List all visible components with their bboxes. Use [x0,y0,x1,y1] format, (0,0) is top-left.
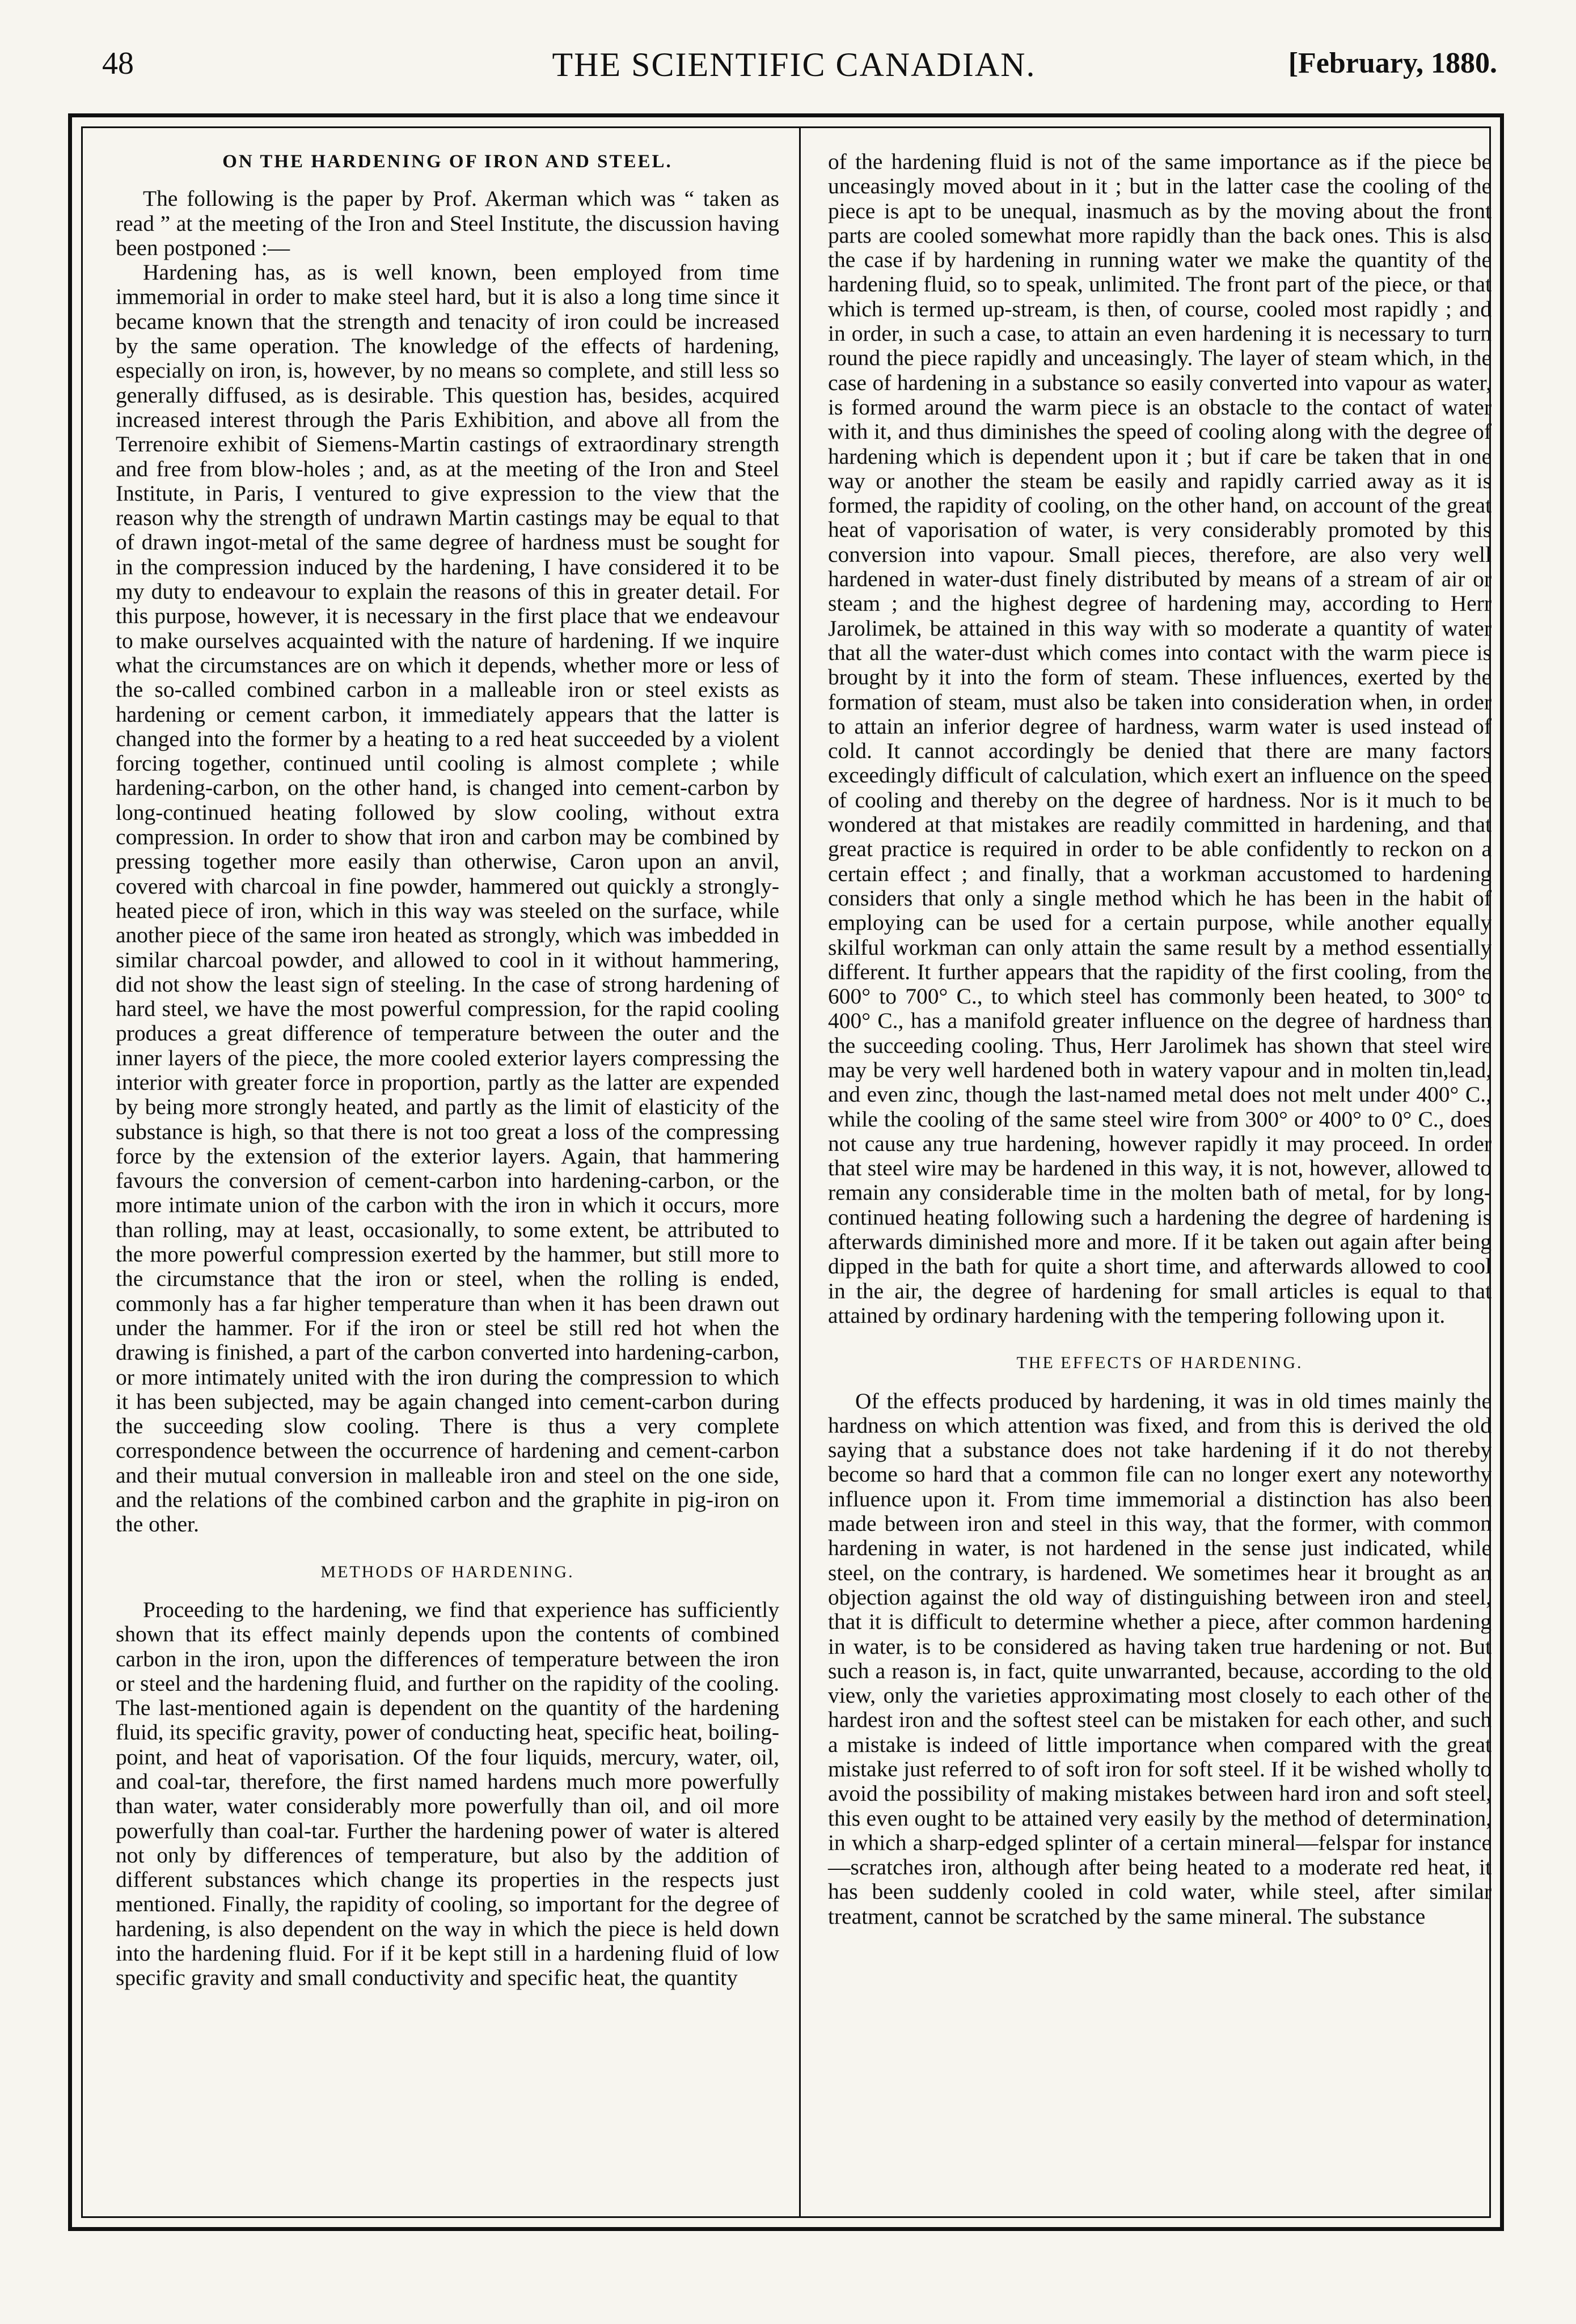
effects-paragraph: Of the effects produced by hardening, it was in old times mainly the hardness on which attention was fixed, and from this is derived the old saying that a substance does not take hardening if it do not thereby become so hard that a common file can no longer exert any noteworthy influence upon it. From time immemorial a distinction has also been made between iron and steel in this way, that the former, with common hardening in water, is not hardened in the sense just indicated, while steel, on the contrary, is hardened. We sometimes hear it brought as an objection against the old way of distinguishing between iron and steel, that it is difficult to determine whether a piece, after common hardening in water, is to be considered as having taken true hardening or not. But such a reason is, in fact, quite unwarranted, because, according to the old view, only the varieties approximating most closely to each other of the hardest iron and the softest steel can be mistaken for each other, and such a mistake is indeed of little importance when compared with the great mistake just referred to of soft iron for soft steel. If it be wished wholly to avoid the possibility of making mistakes between hard iron and soft steel, this even ought to be attained very easily by the method of determination, in which a sharp-edged splinter of a certain mineral—felspar for instance—scratches iron, although after being heated to a moderate red heat, it has been suddenly cooled in cold water, while steel, after similar treatment, cannot be scratched by the same mineral. The substance [828,1388,1492,1929]
publication-title: THE SCIENTIFIC CANADIAN. [552,46,1036,83]
page-number: 48 [102,46,134,81]
column-divider [799,128,801,2216]
issue-date: [February, 1880. [1288,47,1497,79]
left-paragraph: Hardening has, as is well known, been employed from time immemorial in order to make steel hard, but it is also a long time since it became known that the strength and tenacity of iron could be increased by the same operation. The knowledge of the effects of hardening, especially on iron, is, however, by no means so complete, and still less so generally diffused, as is desirable. This question has, besides, acquired increased interest through the Paris Exhibition, and above all from the Terrenoire exhibit of Siemens-Martin castings of extraordinary strength and free from blow-holes ; and, as at the meeting of the Iron and Steel Institute, in Paris, I ventured to give expression to the view that the reason why the strength of undrawn Martin castings may be equal to that of drawn ingot-metal of the same degree of hardness must be sought for in the compression induced by the hardening, I have considered it to be my duty to endeavour to explain the reasons of this in greater detail. For this purpose, however, it is necessary in the first place that we endeavour to make ourselves acquainted with the nature of hardening. If we inquire what the circumstances are on which it depends, whether more or less of the so-called combined carbon in a malleable iron or steel exists as hardening or cement carbon, it immediately appears that the latter is changed into the former by a heating to a red heat succeeded by a violent forcing together, continued until cooling is almost complete ; while hardening-carbon, on the other hand, is changed into cement-carbon by long-continued heating followed by slow cooling, without extra compression. In order to show that iron and carbon may be combined by pressing together more easily than otherwise, Caron upon an anvil, covered with charcoal in fine powder, hammered out quickly a strongly-heated piece of iron, which in this way was steeled on the surface, while another piece of the same iron heated as strongly, which was imbedded in similar charcoal powder, and allowed to cool in it without hammering, did not show the least sign of steeling. In the case of strong hardening of hard steel, we have the most powerful compression, for the rapid cooling produces a great difference of temperature between the outer and the inner layers of the piece, the more cooled exterior layers compressing the interior with greater force in proportion, partly as the latter are expended by being more strongly heated, and partly as the limit of elasticity of the substance is high, so that there is not too great a loss of the compressing force by the extension of the exterior layers. Again, that hammering favours the conversion of cement-carbon into hardening-carbon, or the more intimate union of the carbon with the iron in which it occurs, more than rolling, may at least, occasionally, to some extent, be attributed to the more powerful compression exerted by the hammer, but still more to the circumstance that the iron or steel, when the rolling is ended, commonly has a far higher temperature than when it has been drawn out under the hammer. For if the iron or steel be still red hot when the drawing is finished, a part of the carbon converted into hardening-carbon, or more intimately united with the iron during the compression to which it has been subjected, may be again changed into cement-carbon during the succeeding slow cooling. There is thus a very complete correspondence between the occurrence of hardening and cement-carbon and their mutual conversion in malleable iron and steel on the one side, and the relations of the combined carbon and the graphite in pig-iron on the other. [116,260,779,1537]
page-frame-inner [81,126,1491,2218]
article-title: ON THE HARDENING OF IRON AND STEEL. [222,151,673,172]
right-paragraph: of the hardening fluid is not of the same importance as if the piece be unceasingly moved about in it ; but in the latter case the cooling of the piece is apt to be unequal, inasmuch as by the moving about the front parts are cooled somewhat more rapidly than the back ones. This is also the case if by hardening in running water we make the quantity of the hardening fluid, so to speak, unlimited. The front part of the piece, or that which is termed up-stream, is then, of course, cooled most rapidly ; and in order, in such a case, to attain an even hardening it is necessary to turn round the piece rapidly and unceasingly. The layer of steam which, in the case of hardening in a substance so easily converted into vapour as water, is formed around the warm piece is an obstacle to the contact of water with it, and thus diminishes the speed of cooling along with the degree of hardening which is dependent upon it ; but if care be taken that in one way or another the steam be easily and rapidly carried away as it is formed, the rapidity of cooling, on the other hand, on account of the great heat of vaporisation of water, is very considerably promoted by this conversion into vapour. Small pieces, therefore, are also very well hardened in water-dust finely distributed by means of a stream of air or steam ; and the highest degree of hardening may, according to Herr Jarolimek, be attained in this way with so moderate a quantity of water that all the water-dust which comes into contact with the warm piece is brought by it into the form of steam. These influences, exerted by the formation of steam, must also be taken into consideration when, in order to attain an inferior degree of hardness, warm water is used instead of cold. It cannot accordingly be denied that there are many factors exceedingly difficult of calculation, which exert an influence on the speed of cooling and thereby on the degree of hardness. Nor is it much to be wondered at that mistakes are readily committed in hardening, and that great practice is required in order to be able confidently to reckon on a certain effect ; and finally, that a workman accustomed to hardening considers that only a single method which he has been in the habit of employing can be used for a certain purpose, while another equally skilful workman can only attain the same result by a method essentially different. It further appears that the rapidity of the first cooling, from the 600° to 700° C., to which steel has commonly been heated, to 300° to 400° C., has a manifold greater influence on the degree of hardness than the succeeding cooling. Thus, Herr Jarolimek has shown that steel wire may be very well hardened both in watery vapour and in molten tin,lead, and even zinc, though the last-named metal does not melt under 400° C., while the cooling of the same steel wire from 300° or 400° to 0° C., does not cause any true hardening, however rapidly it may proceed. In order that steel wire may be hardened in this way, it is not, however, allowed to remain any considerable time in the molten bath of metal, for by long-continued heating following such a hardening the degree of hardening is afterwards diminished more and more. If it be taken out again after being dipped in the bath for quite a short time, and afterwards allowed to cool in the air, the degree of hardening for small articles is equal to that attained by ordinary hardening with the tempering following upon it. [828,149,1492,1328]
page-frame [68,113,1504,2231]
intro-paragraph: The following is the paper by Prof. Akerman which was “ taken as read ” at the meeting of the Iron and Steel Institute, the discussion having been postponed :— [116,186,779,260]
left-column [116,150,779,1991]
right-column [828,150,1492,1929]
methods-paragraph: Proceeding to the hardening, we find that experience has sufficiently shown that its effect mainly depends upon the contents of combined carbon in the iron, upon the differences of temperature between the iron or steel and the hardening fluid, and further on the rapidity of the cooling. The last-mentioned again is dependent on the quantity of the hardening fluid, its specific gravity, power of conducting heat, specific heat, boiling-point, and heat of vaporisation. Of the four liquids, mercury, water, oil, and coal-tar, therefore, the first named hardens much more powerfully than water, water considerably more powerfully than oil, and oil more powerfully than coal-tar. Further the hardening power of water is altered not only by differences of temperature, but also by the addition of different substances which change its properties in the respects just mentioned. Finally, the rapidity of cooling, so important for the degree of hardening, is also dependent on the way in which the piece is held down into the hardening fluid. For if it be kept still in a hardening fluid of low specific gravity and small conductivity and specific heat, the quantity [116,1597,779,1991]
section-heading-methods: METHODS OF HARDENING. [320,1562,574,1581]
page-header [85,34,1503,96]
section-heading-effects: THE EFFECTS OF HARDENING. [1016,1353,1303,1373]
